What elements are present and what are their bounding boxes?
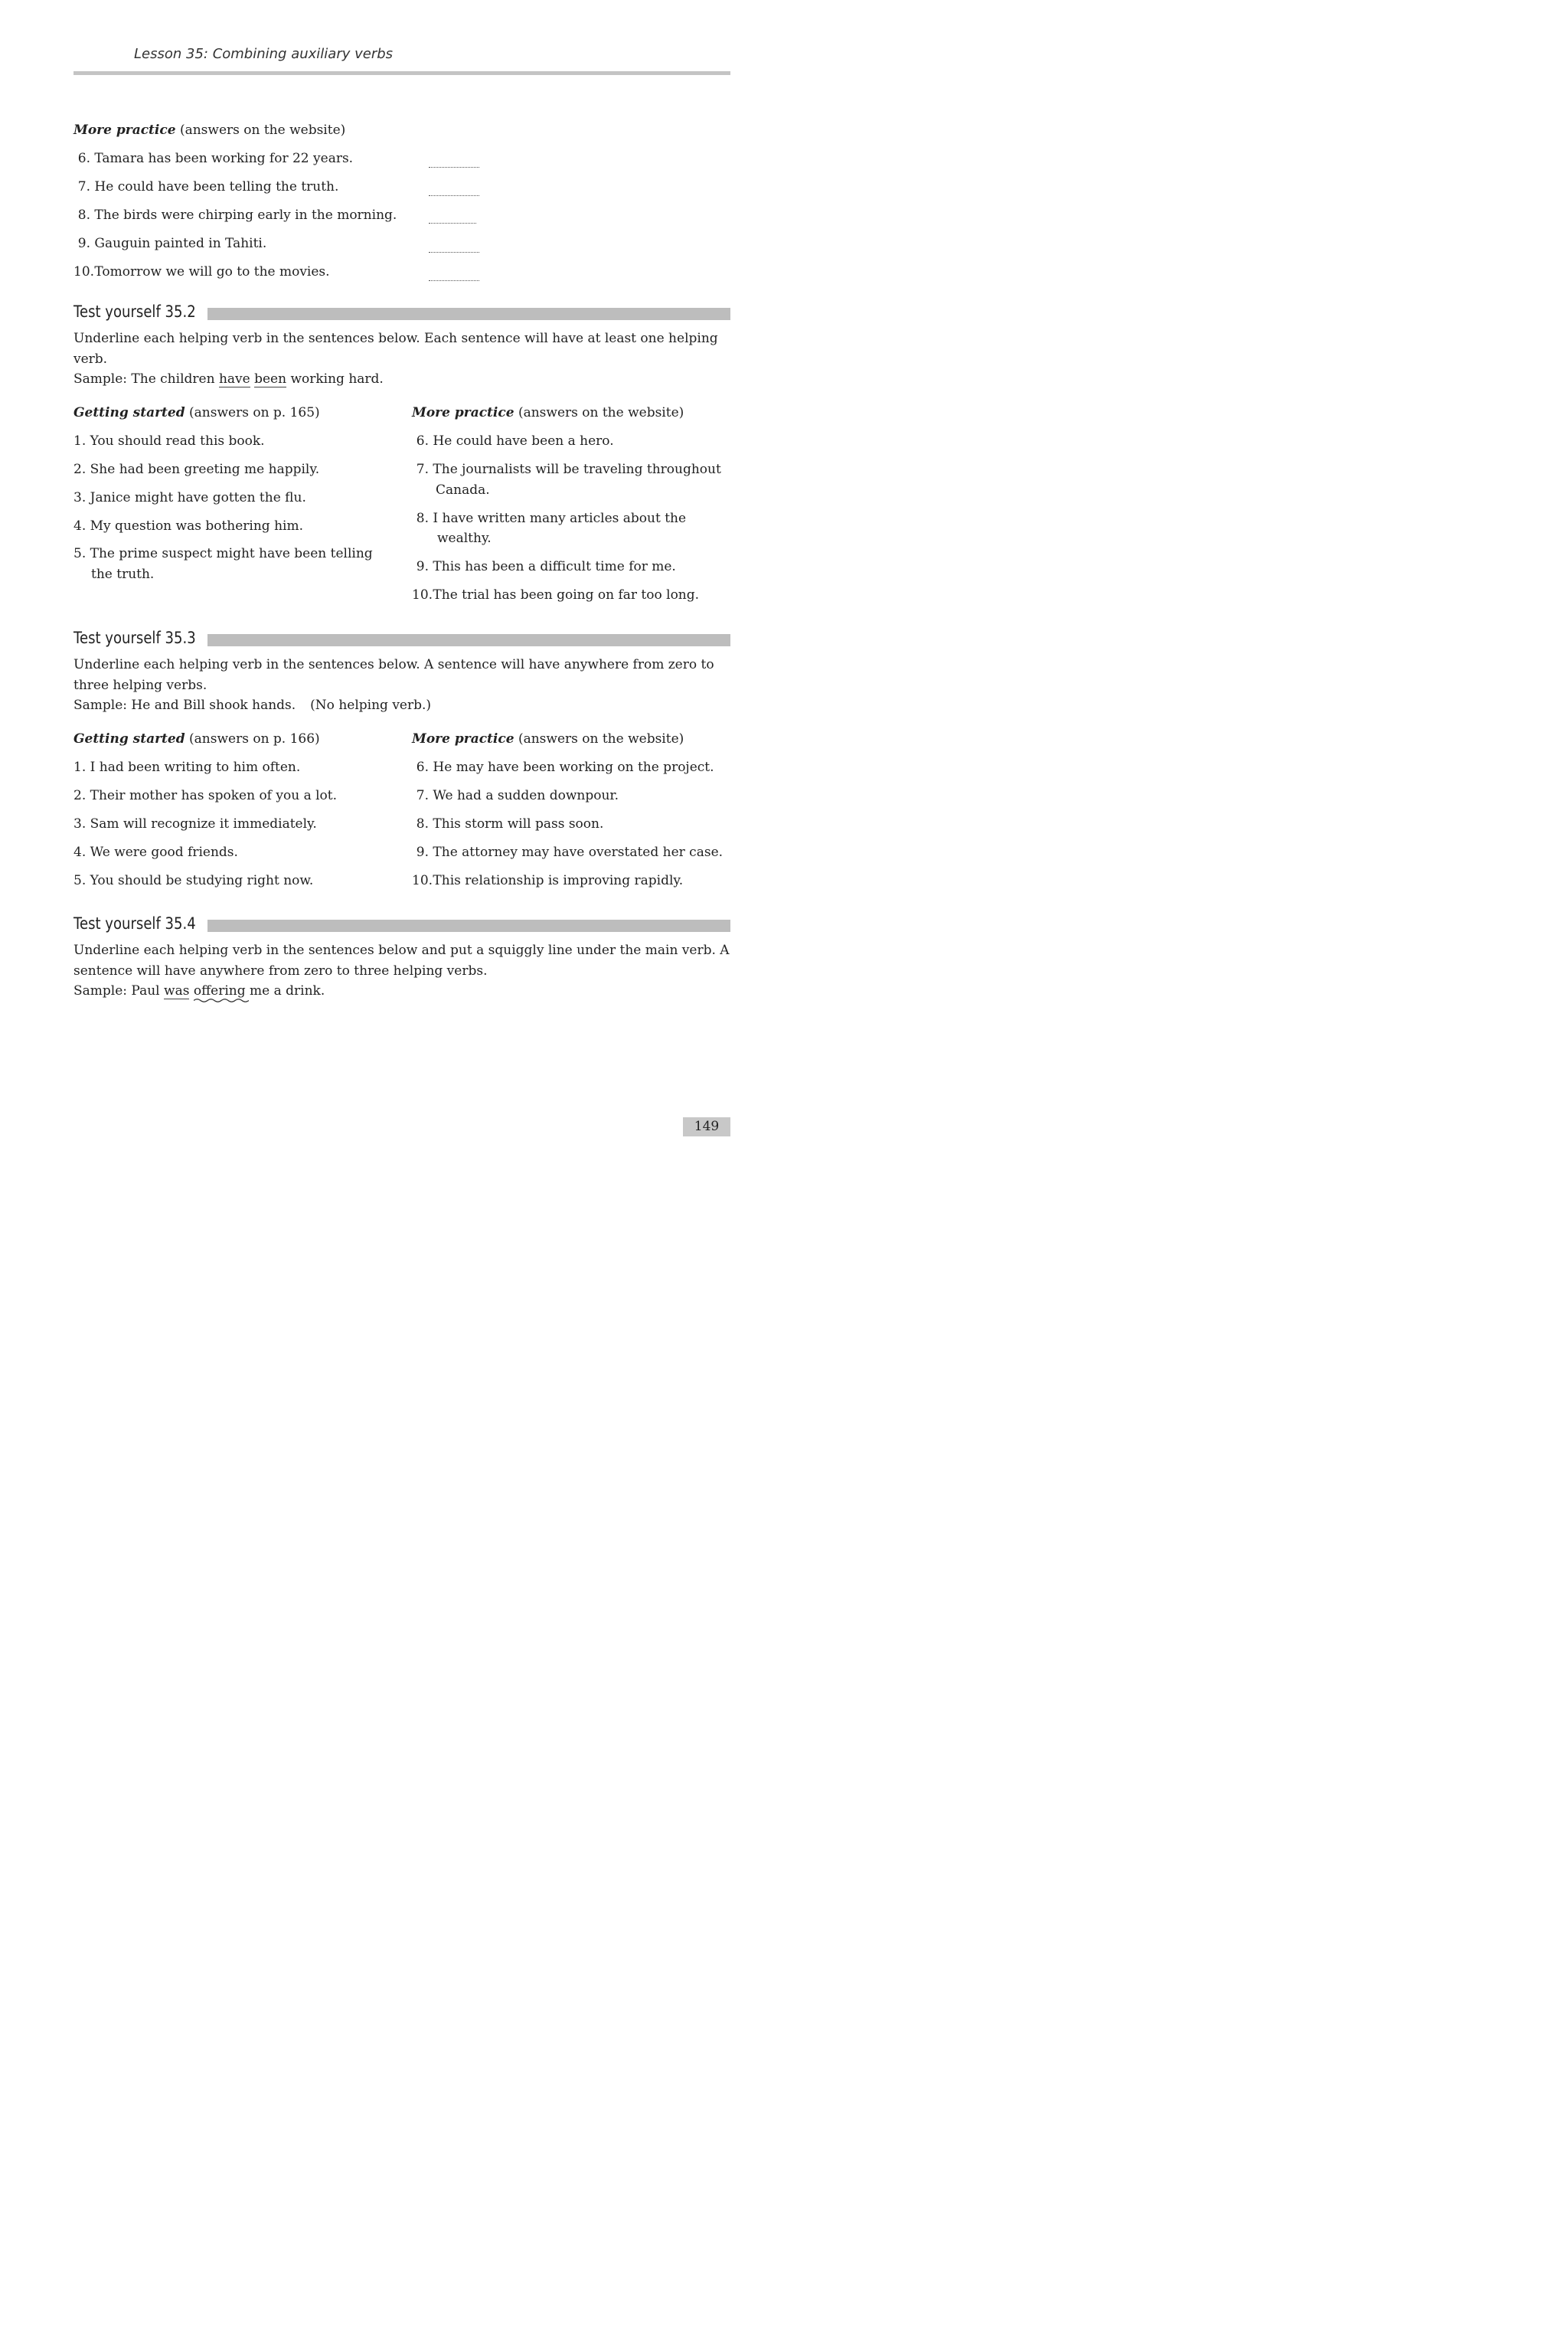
section-title: Test yourself 35.3 bbox=[74, 629, 196, 647]
instructions: Underline each helping verb in the sentences below. A sentence will have anywhere from zero to three helping verbs. bbox=[74, 657, 714, 693]
section-bar bbox=[207, 308, 730, 320]
exercise-item: 9. The attorney may have overstated her case. bbox=[416, 845, 724, 860]
answer-blank[interactable] bbox=[429, 195, 479, 196]
exercise-item: 8. This storm will pass soon. bbox=[416, 816, 604, 832]
exercise-item: 5. You should be studying right now. bbox=[74, 873, 314, 888]
underlined-helping-verb: been bbox=[254, 371, 287, 387]
exercise-item-continuation: wealthy. bbox=[437, 531, 492, 546]
exercise-item: 2. Their mother has spoken of you a lot. bbox=[74, 788, 338, 803]
exercise-item: 7. We had a sudden downpour. bbox=[416, 788, 619, 803]
answer-blank[interactable] bbox=[429, 166, 479, 168]
underlined-helping-verb: was bbox=[164, 983, 190, 999]
exercise-item: 4. We were good friends. bbox=[74, 845, 238, 860]
underlined-helping-verb: have bbox=[218, 371, 250, 387]
header-rule bbox=[74, 71, 730, 75]
section-title: Test yourself 35.4 bbox=[74, 914, 196, 933]
squiggly-underline bbox=[194, 998, 249, 1003]
exercise-item: 10. Tomorrow we will go to the movies. bbox=[74, 264, 330, 280]
section-heading-35-2 bbox=[74, 302, 730, 322]
exercise-item: 10. This relationship is improving rapidly. bbox=[412, 873, 684, 888]
exercise-item: 9. This has been a difficult time for me. bbox=[416, 559, 676, 574]
exercise-item: 5. The prime suspect might have been telling bbox=[74, 546, 373, 561]
getting-started-heading: Getting started (answers on p. 165) bbox=[74, 405, 320, 420]
section-heading-35-3 bbox=[74, 629, 730, 649]
exercise-item: 9. Gauguin painted in Tahiti. bbox=[77, 236, 267, 251]
exercise-item: 10. The trial has been going on far too long. bbox=[412, 587, 700, 603]
answer-blank[interactable] bbox=[429, 280, 479, 281]
sample-sentence: Sample: The children have been working hard. bbox=[74, 371, 384, 387]
exercise-item: 4. My question was bothering him. bbox=[74, 518, 304, 534]
exercise-item: 6. Tamara has been working for 22 years. bbox=[77, 151, 354, 166]
answer-blank[interactable] bbox=[429, 222, 476, 224]
page-number: 149 bbox=[683, 1117, 730, 1136]
sample-sentence: Sample: He and Bill shook hands. (No helping verb.) bbox=[74, 698, 432, 713]
more-practice-heading: More practice (answers on the website) bbox=[412, 405, 684, 420]
squiggly-main-verb: offering bbox=[194, 983, 246, 999]
exercise-item: 3. Janice might have gotten the flu. bbox=[74, 490, 306, 505]
exercise-item-continuation: Canada. bbox=[436, 482, 490, 498]
section-title: Test yourself 35.2 bbox=[74, 302, 196, 321]
running-head: Lesson 35: Combining auxiliary verbs bbox=[134, 46, 394, 62]
exercise-item: 1. You should read this book. bbox=[74, 433, 265, 449]
exercise-item: 7. He could have been telling the truth. bbox=[77, 179, 339, 195]
getting-started-heading: Getting started (answers on p. 166) bbox=[74, 731, 320, 747]
exercise-item: 2. She had been greeting me happily. bbox=[74, 462, 320, 477]
exercise-item: 3. Sam will recognize it immediately. bbox=[74, 816, 317, 832]
exercise-item: 8. I have written many articles about the bbox=[416, 511, 687, 526]
more-practice-heading: More practice (answers on the website) bbox=[412, 731, 684, 747]
instructions: Underline each helping verb in the sentences below and put a squiggly line under the main verb. A sentence will have anywhere from zero to three helping verbs. bbox=[74, 943, 730, 979]
section-bar bbox=[207, 920, 730, 932]
instructions: Underline each helping verb in the sentences below. Each sentence will have at least one helping verb. bbox=[74, 331, 718, 367]
more-practice-heading: More practice (answers on the website) bbox=[74, 123, 346, 138]
exercise-item: 1. I had been writing to him often. bbox=[74, 760, 301, 775]
section-bar bbox=[207, 634, 730, 646]
exercise-item: 8. The birds were chirping early in the morning. bbox=[77, 208, 397, 223]
sample-sentence: Sample: Paul was offering me a drink. bbox=[74, 983, 325, 999]
answer-blank[interactable] bbox=[429, 251, 479, 253]
section-heading-35-4 bbox=[74, 914, 730, 934]
exercise-item-continuation: the truth. bbox=[91, 567, 155, 582]
exercise-item: 6. He could have been a hero. bbox=[416, 433, 614, 449]
exercise-item: 7. The journalists will be traveling throughout bbox=[416, 462, 721, 477]
exercise-item: 6. He may have been working on the project. bbox=[416, 760, 714, 775]
